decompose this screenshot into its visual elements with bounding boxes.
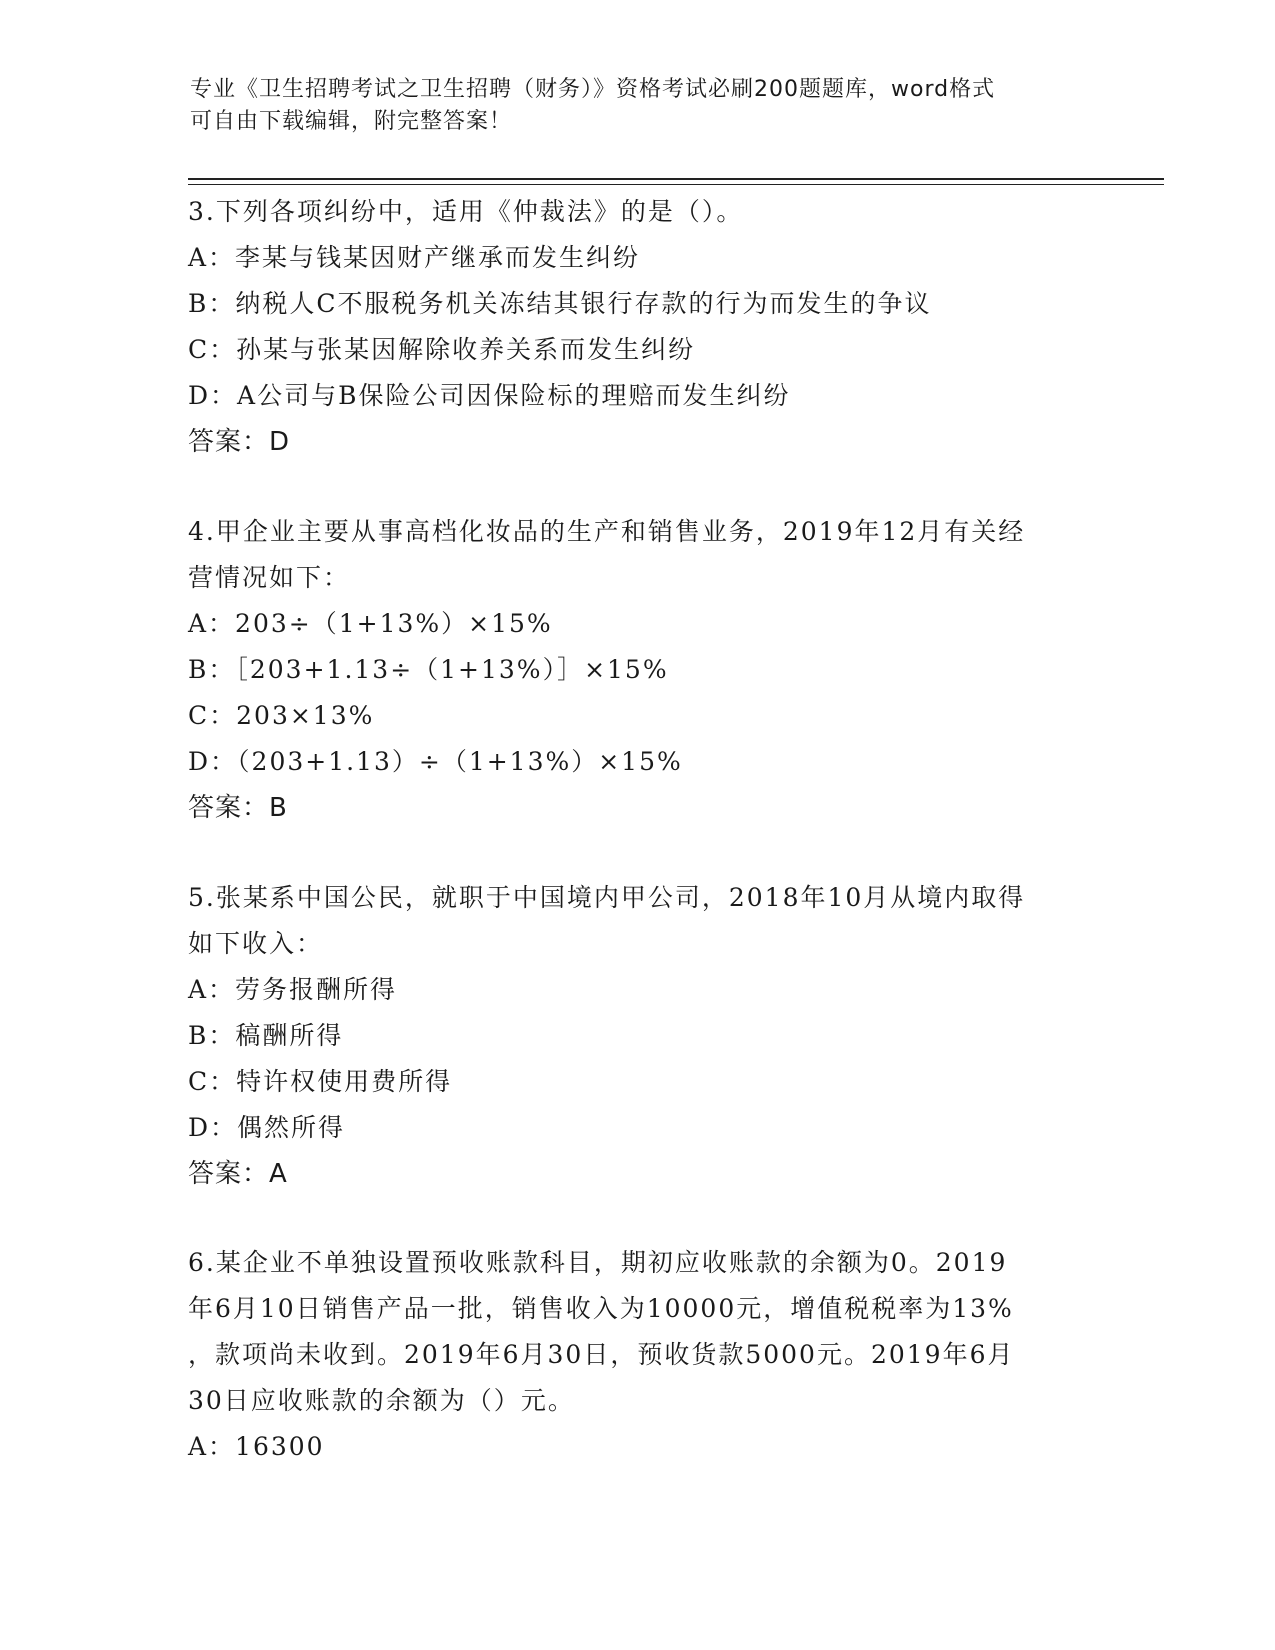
option-b: B：［203+1.13÷（1+13%）］×15% — [188, 655, 669, 684]
question-stem-cont: 年6月10日销售产品一批，销售收入为10000元，增值税税率为13% — [188, 1294, 1014, 1323]
answer: 答案：A — [188, 1159, 288, 1189]
header-divider-thin — [188, 184, 1164, 185]
question-stem-cont: ，款项尚未收到。2019年6月30日，预收货款5000元。2019年6月 — [188, 1340, 1015, 1369]
question-stem: 5.张某系中国公民，就职于中国境内甲公司，2018年10月从境内取得 — [188, 883, 1026, 912]
header-divider-thick — [188, 178, 1164, 180]
answer: 答案：B — [188, 793, 288, 823]
question-6 — [188, 1240, 1088, 1470]
question-stem: 6.某企业不单独设置预收账款科目，期初应收账款的余额为0。2019 — [188, 1248, 1008, 1277]
header-line-1: 专业《卫生招聘考试之卫生招聘（财务）》资格考试必刷200题题库，word格式 — [190, 77, 996, 102]
question-3 — [188, 189, 1088, 465]
option-a: A：203÷（1+13%）×15% — [188, 609, 553, 638]
option-c: C：203×13% — [188, 701, 375, 730]
question-stem: 3.下列各项纠纷中，适用《仲裁法》的是（）。 — [188, 197, 744, 226]
option-a: A：16300 — [188, 1432, 325, 1461]
option-b: B：纳税人C不服税务机关冻结其银行存款的行为而发生的争议 — [188, 289, 932, 318]
option-d: D：（203+1.13）÷（1+13%）×15% — [188, 747, 683, 776]
option-d: D：A公司与B保险公司因保险标的理赔而发生纠纷 — [188, 381, 791, 410]
option-c: C：特许权使用费所得 — [188, 1067, 453, 1096]
option-b: B：稿酬所得 — [188, 1021, 344, 1050]
option-c: C：孙某与张某因解除收养关系而发生纠纷 — [188, 335, 696, 364]
question-stem-cont: 30日应收账款的余额为（）元。 — [188, 1386, 575, 1415]
header-line-2: 可自由下载编辑，附完整答案！ — [190, 109, 513, 134]
question-5 — [188, 875, 1088, 1197]
answer: 答案：D — [188, 427, 291, 457]
question-stem-cont: 如下收入： — [188, 929, 324, 958]
option-d: D：偶然所得 — [188, 1113, 346, 1142]
document-header — [190, 74, 1090, 138]
option-a: A：劳务报酬所得 — [188, 975, 398, 1004]
question-4 — [188, 509, 1088, 831]
question-stem-cont: 营情况如下： — [188, 563, 351, 592]
option-a: A：李某与钱某因财产继承而发生纠纷 — [188, 243, 641, 272]
question-stem: 4.甲企业主要从事高档化妆品的生产和销售业务，2019年12月有关经 — [188, 517, 1026, 546]
